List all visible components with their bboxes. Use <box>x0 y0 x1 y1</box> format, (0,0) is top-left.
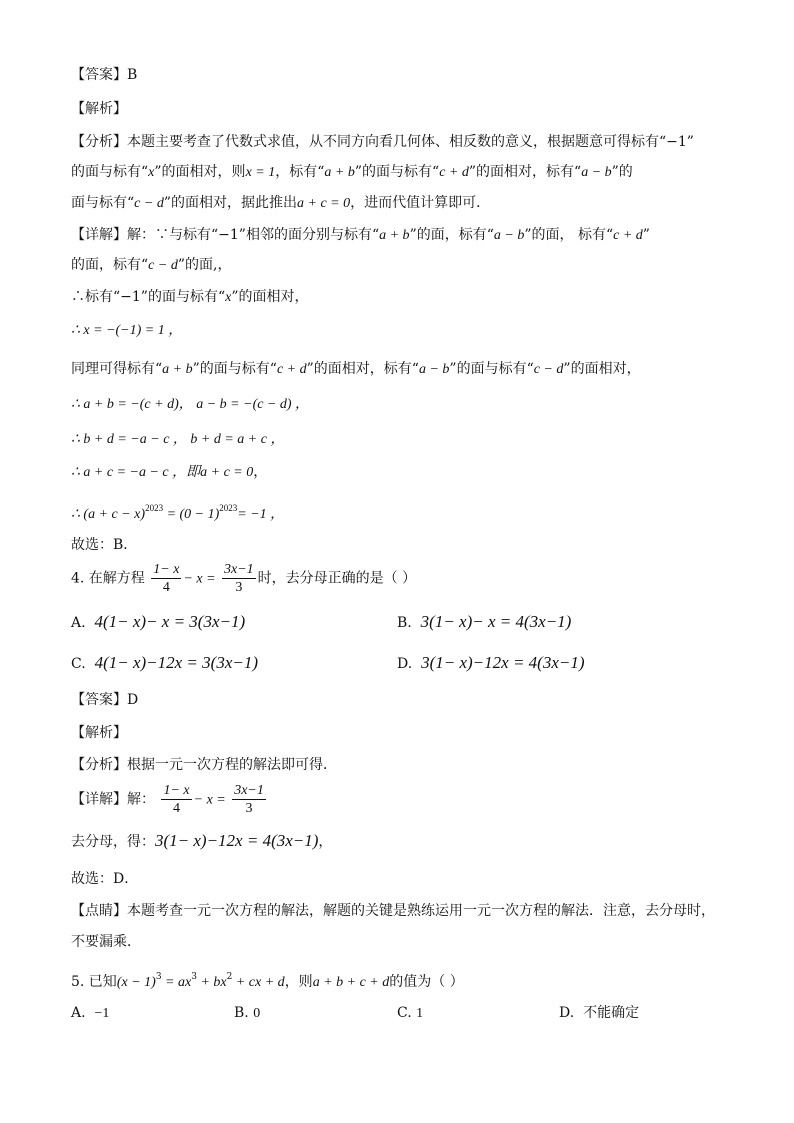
step-3: 同理可得标有“a + b”的面与标有“c + d”的面相对，标有“a − b”的面与标有“c − d”的面相对， <box>71 361 641 377</box>
choose-d: 故选：D． <box>71 871 139 887</box>
step-5: ∴ b + d = −a − c ， b + d = a + c ， <box>71 432 285 447</box>
analysis-label-q4: 【解析】 <box>71 725 127 741</box>
step-2: ∴ x = −(−1) = 1 ， <box>71 323 183 338</box>
choose-b: 故选：B． <box>71 537 138 553</box>
qufenmu-line: 去分母，得：3(1− x)−12x = 4(3x−1)， <box>71 831 333 850</box>
q5-option-b: B. 0 <box>234 1005 261 1021</box>
fraction-left: $\frac{1- x}{4}$ <box>153 562 180 595</box>
analysis-label: 【解析】 <box>71 101 127 117</box>
xiangjie-q4: 【详解】解： $\frac{1- x}{4}$ − x = $\frac{3x-1}{3}$ <box>71 783 264 816</box>
fraction-right: $\frac{3x-1}{3}$ <box>224 562 254 595</box>
fenxi-line-3: 面与标有“c − d”的面相对，据此推出a + c = 0，进而代值计算即可． <box>71 195 491 211</box>
dianjing-line-1: 【点睛】本题考查一元一次方程的解法，解题的关键是熟练运用一元一次方程的解法．注意，去分母时， <box>71 903 715 919</box>
step-4: ∴ a + b = −(c + d)， a − b = −(c − d) ， <box>71 397 310 412</box>
option-c: C. 4(1− x)−12x = 3(3x−1) <box>71 653 258 672</box>
dianjing-line-2: 不要漏乘． <box>71 934 141 950</box>
fraction-right-2: $\frac{3x-1}{3}$ <box>234 783 264 816</box>
option-d: D. 3(1− x)−12x = 4(3x−1) <box>397 653 585 672</box>
fenxi-q4: 【分析】根据一元一次方程的解法即可得． <box>71 757 337 773</box>
xiangjie-line-1: 【详解】解：∵与标有“−1”相邻的面分别与标有“a + b”的面，标有“a − b”的面， 标有“c + d” <box>71 227 650 243</box>
answer-label: 【答案】B <box>71 67 138 83</box>
fraction-left-2: $\frac{1- x}{4}$ <box>163 783 190 816</box>
answer-label-q4: 【答案】D <box>71 692 139 708</box>
q5-option-a: A. −1 <box>71 1005 110 1021</box>
option-a: A. 4(1− x)− x = 3(3x−1) <box>71 612 246 631</box>
step-7: ∴ $(a + c - x)^{2023} = (0 - 1)^{2023}= -1$ ， <box>71 503 285 522</box>
question-5-stem: 5. 已知$(x - 1)^3 = ax^3 + bx^2$ + cx + d，则a + b + c + d的值为（ ） <box>71 972 464 990</box>
xiangjie-line-2: 的面，标有“c − d”的面,， <box>71 257 232 273</box>
fenxi-line-2: 的面与标有“x”的面相对，则x = 1，标有“a + b”的面与标有“c + d”的面相对，标有“a − b”的 <box>71 164 633 180</box>
step-1: ∴标有“−1”的面与标有“x”的面相对， <box>71 289 309 305</box>
fenxi-line-1: 【分析】本题主要考查了代数式求值，从不同方向看几何体、相反数的意义，根据题意可得标有“−1” <box>71 134 694 150</box>
step-6: ∴ a + c = −a − c ，即a + c = 0， <box>71 464 268 480</box>
option-b: B. 3(1− x)− x = 4(3x−1) <box>397 612 572 631</box>
question-4-stem: 4. 在解方程 $\frac{1- x}{4}$ − x = $\frac{3x-1}{3}$ 时，去分母正确的是（ ） <box>71 562 417 595</box>
q5-option-c: C. 1 <box>397 1005 424 1021</box>
q5-option-d: D. 不能确定 <box>559 1005 640 1021</box>
